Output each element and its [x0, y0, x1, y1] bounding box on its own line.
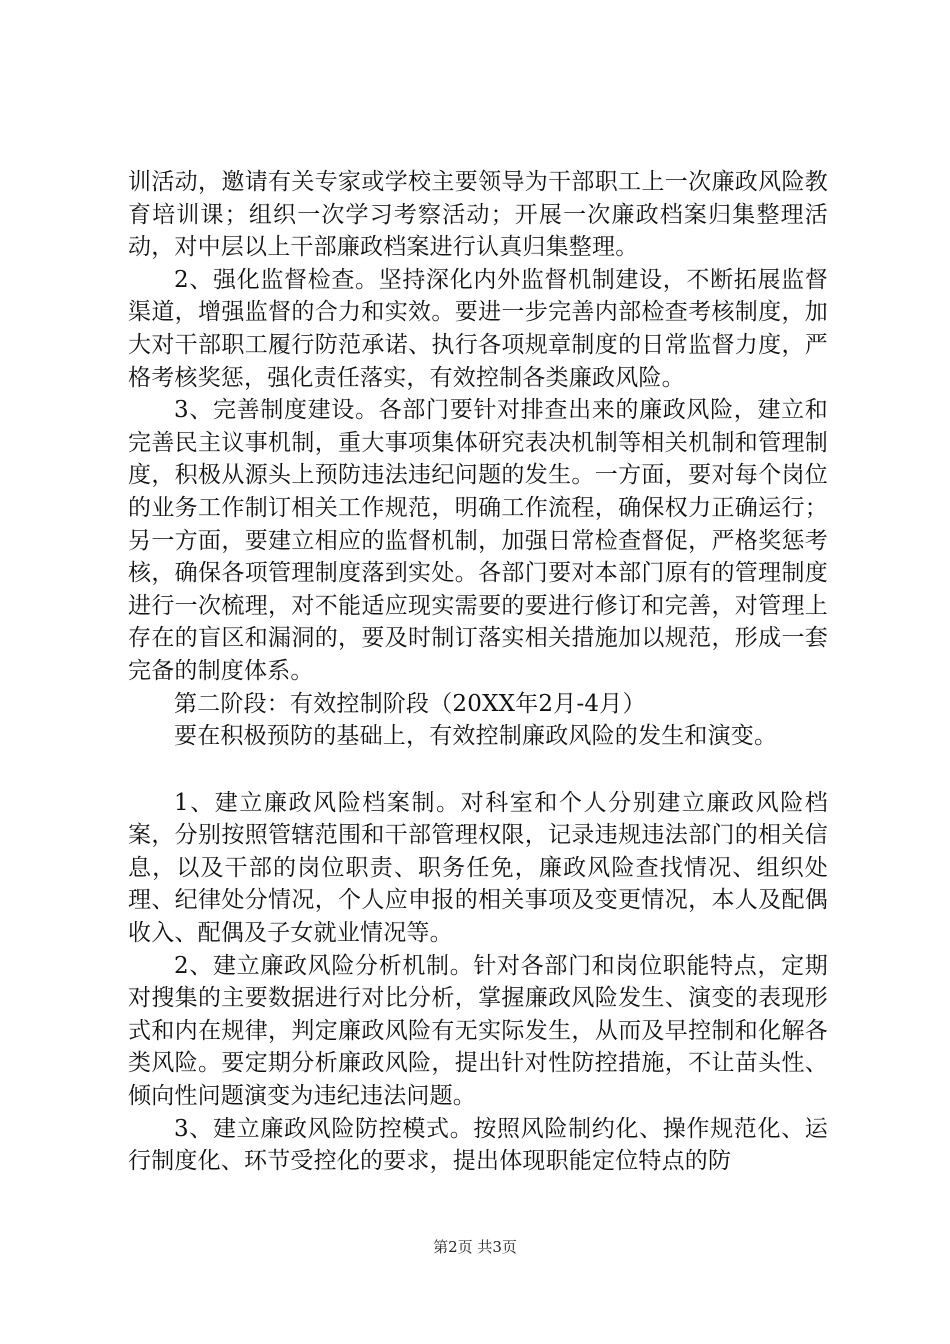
- paragraph-system-building: 3、完善制度建设。各部门要针对排查出来的廉政风险，建立和完善民主议事机制，重大事项集体研究表决机制等相关机制和管理制度，积极从源头上预防违法违纪问题的发生。一方面，要对每个岗位的业务工作制订相关工作规范，明确工作流程，确保权力正确运行；另一方面，要建立相应的监督机制，加强日常检查督促，严格奖惩考核，确保各项管理制度落到实处。各部门要对本部门原有的管理制度进行一次梳理，对不能适应现实需要的要进行修订和完善，对管理上存在的盲区和漏洞的，要及时制订落实相关措施加以规范，形成一套完备的制度体系。: [128, 397, 828, 684]
- paragraph-supervision: 2、强化监督检查。坚持深化内外监督机制建设，不断拓展监督渠道，增强监督的合力和实效。要进一步完善内部检查考核制度，加大对干部职工履行防范承诺、执行各项规章制度的日常监督力度，严格考核奖惩，强化责任落实，有效控制各类廉政风险。: [128, 266, 828, 391]
- paragraph-risk-archive: 1、建立廉政风险档案制。对科室和个人分别建立廉政风险档案，分别按照管辖范围和干部管理权限，记录违规违法部门的相关信息，以及干部的岗位职责、职务任免，廉政风险查找情况、组织处理、纪律处分情况，个人应申报的相关事项及变更情况，本人及配偶收入、配偶及子女就业情况等。: [128, 789, 828, 947]
- paragraph-risk-control-model: 3、建立廉政风险防控模式。按照风险制约化、操作规范化、运行制度化、环节受控化的要求，提出体现职能定位特点的防: [128, 1115, 828, 1175]
- document-body: [128, 166, 828, 1178]
- paragraph-stage-two-intro: 要在积极预防的基础上，有效控制廉政风险的发生和演变。: [174, 723, 778, 750]
- section-heading-stage-two: 第二阶段：有效控制阶段（20XX年2月-4月）: [174, 690, 646, 717]
- page-number-footer: 第2页 共3页: [433, 1238, 517, 1256]
- paragraph-risk-analysis: 2、建立廉政风险分析机制。针对各部门和岗位职能特点，定期对搜集的主要数据进行对比分析，掌握廉政风险发生、演变的表现形式和内在规律，判定廉政风险有无实际发生，从而及早控制和化解各类风险。要定期分析廉政风险，提出针对性防控措施，不让苗头性、倾向性问题演变为违纪违法问题。: [128, 952, 828, 1110]
- paragraph-training-activities: 训活动，邀请有关专家或学校主要领导为干部职工上一次廉政风险教育培训课；组织一次学习考察活动；开展一次廉政档案归集整理活动，对中层以上干部廉政档案进行认真归集整理。: [128, 169, 828, 261]
